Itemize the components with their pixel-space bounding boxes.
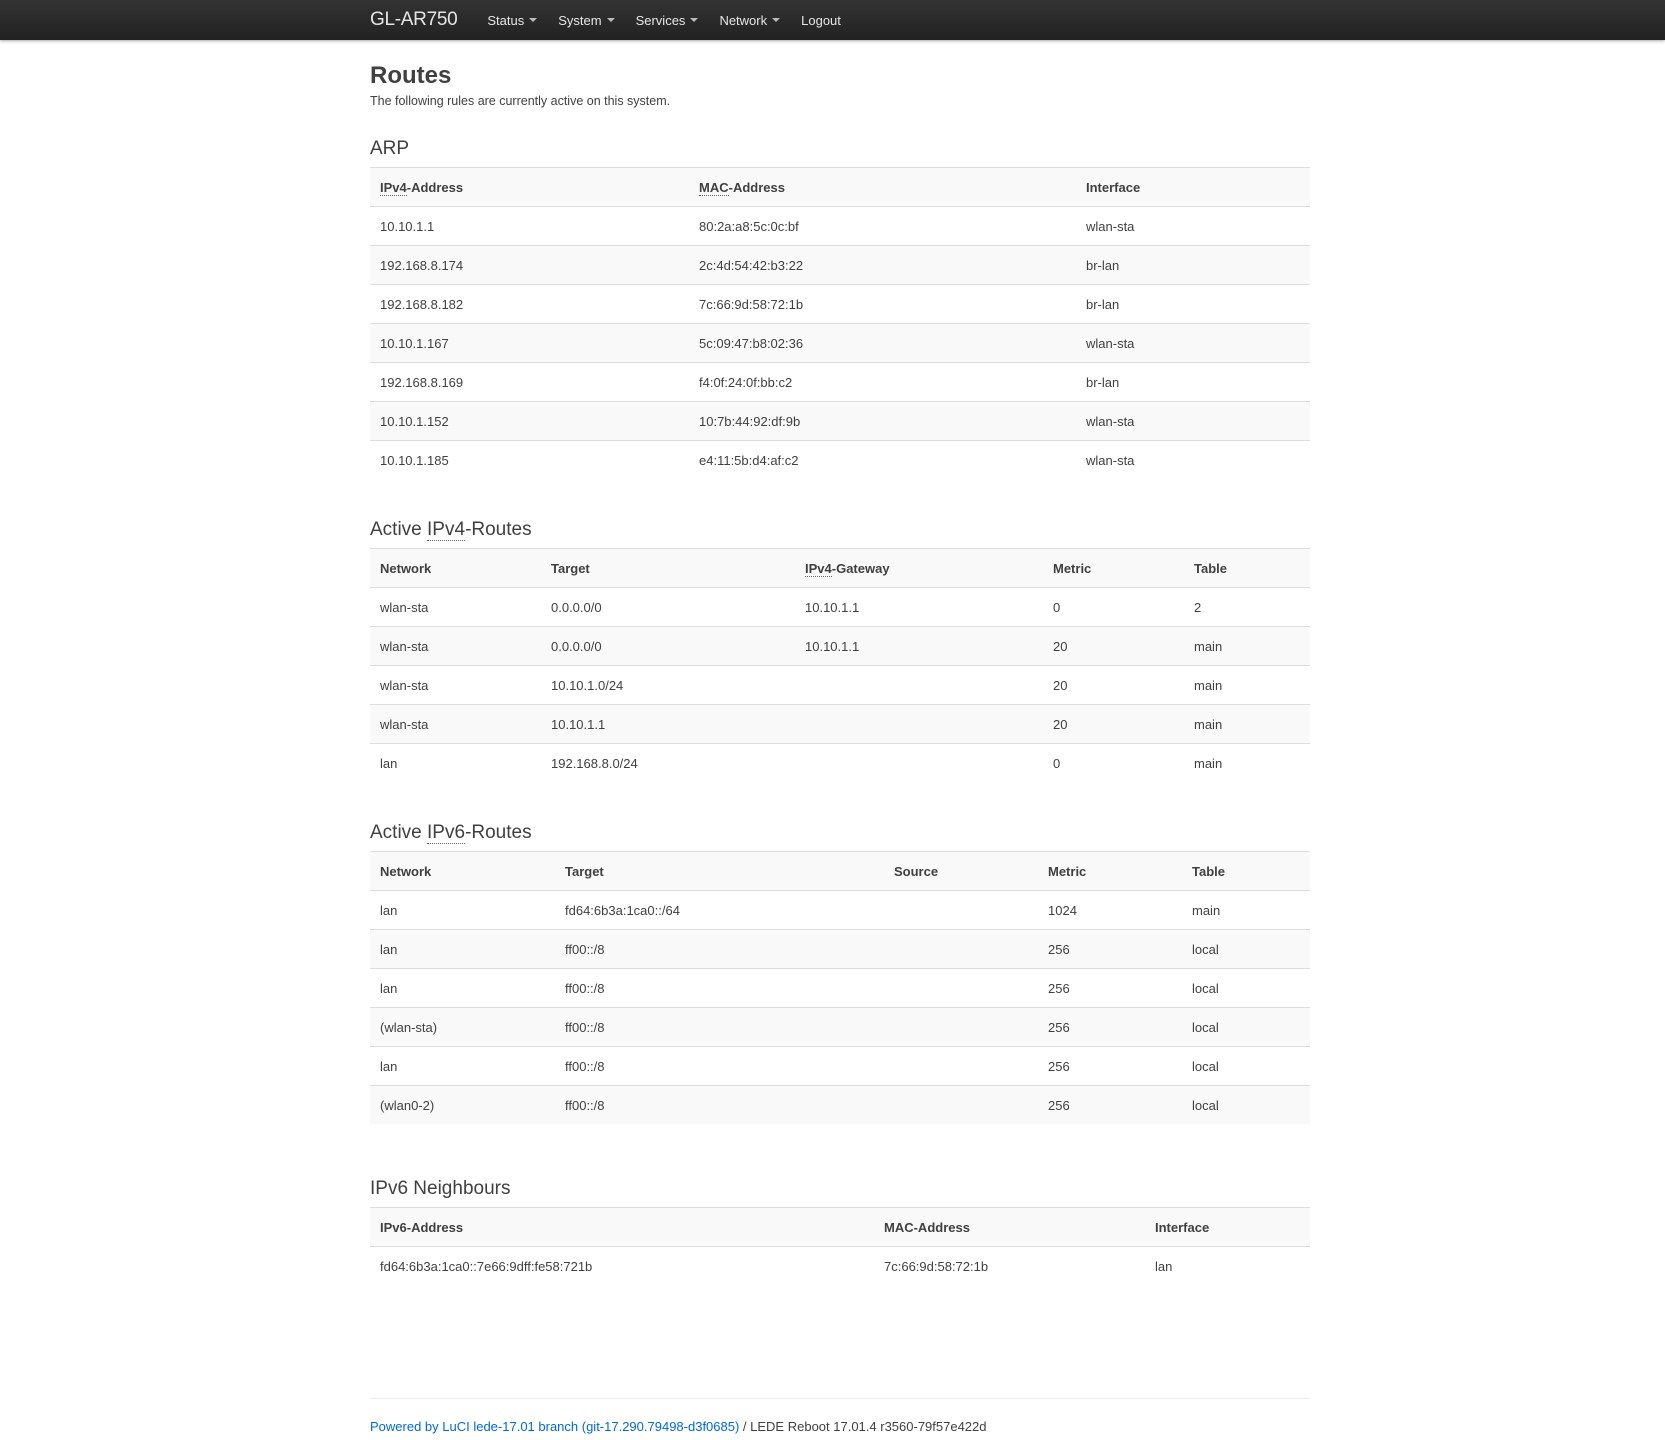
ipv6-routes-title	[370, 821, 1310, 845]
page-title: Routes	[370, 62, 452, 89]
table-row	[370, 627, 1310, 666]
table-row	[370, 969, 1310, 1008]
table-cell: ff00::/8	[555, 1047, 884, 1086]
ipv4-title-pre: Active	[370, 519, 428, 540]
table-cell: 20	[1043, 666, 1184, 705]
table-cell: 10.10.1.185	[370, 441, 689, 480]
table-cell: main	[1182, 891, 1310, 930]
gateway-abbr: IPv4	[805, 560, 832, 576]
ipv4-title-abbr: IPv4	[427, 519, 466, 540]
ipv6-neighbours-title: IPv6 Neighbours	[370, 1178, 511, 1199]
table-row	[370, 207, 1310, 246]
menu-status[interactable]	[487, 13, 537, 28]
table-cell: local	[1182, 1047, 1310, 1086]
table-cell: 0	[1043, 588, 1184, 627]
ipv6-title-post: -Routes	[465, 822, 532, 843]
gateway-label: -Gateway	[831, 560, 890, 576]
table-cell: ff00::/8	[555, 969, 884, 1008]
ipv4-body	[370, 588, 1310, 783]
table-cell: 10.10.1.1	[795, 627, 1043, 666]
table-cell: 192.168.8.169	[370, 363, 689, 402]
table-cell: 10.10.1.1	[370, 207, 689, 246]
table-row	[370, 930, 1310, 969]
table-cell	[884, 930, 1038, 969]
col-table: Table	[1182, 852, 1310, 891]
table-cell: 20	[1043, 627, 1184, 666]
table-cell	[884, 891, 1038, 930]
table-cell: wlan-sta	[1076, 441, 1310, 480]
table-cell: local	[1182, 930, 1310, 969]
ipv4-header-row	[370, 549, 1310, 588]
table-cell: 5c:09:47:b8:02:36	[689, 324, 1076, 363]
col-ipv4-gateway	[795, 549, 1043, 588]
arp-title: ARP	[370, 138, 410, 159]
table-cell	[884, 1047, 1038, 1086]
table-cell: 10.10.1.152	[370, 402, 689, 441]
mac-abbr: MAC	[699, 179, 729, 195]
table-cell: fd64:6b3a:1ca0::7e66:9dff:fe58:721b	[370, 1247, 874, 1286]
table-cell: 7c:66:9d:58:72:1b	[689, 285, 1076, 324]
table-cell: 7c:66:9d:58:72:1b	[874, 1247, 1145, 1286]
col-ipv6-address: IPv6-Address	[370, 1208, 874, 1247]
top-navbar	[0, 0, 1665, 40]
table-cell: wlan-sta	[1076, 402, 1310, 441]
table-row	[370, 1047, 1310, 1086]
ipv4-address-label: -Address	[406, 179, 464, 195]
table-cell: (wlan-sta)	[370, 1008, 555, 1047]
col-source: Source	[884, 852, 1038, 891]
mac-address-label: -Address	[728, 179, 785, 195]
table-row	[370, 1086, 1310, 1125]
ipv6-routes-table	[370, 851, 1310, 1124]
col-interface: Interface	[1145, 1208, 1310, 1247]
table-row	[370, 324, 1310, 363]
table-cell	[795, 705, 1043, 744]
ipv4-routes-section	[370, 518, 1310, 782]
table-cell: 10.10.1.0/24	[541, 666, 795, 705]
table-cell: 0	[1043, 744, 1184, 783]
col-interface: Interface	[1076, 168, 1310, 207]
chevron-down-icon	[529, 18, 537, 22]
table-cell	[795, 744, 1043, 783]
table-cell: 10.10.1.1	[541, 705, 795, 744]
table-cell: ff00::/8	[555, 1086, 884, 1125]
table-cell: wlan-sta	[370, 666, 541, 705]
ipv6-neighbours-section	[370, 1177, 1310, 1285]
table-row	[370, 1247, 1310, 1286]
table-cell: 256	[1038, 930, 1182, 969]
table-cell: ff00::/8	[555, 1008, 884, 1047]
table-cell: 192.168.8.0/24	[541, 744, 795, 783]
table-cell: br-lan	[1076, 285, 1310, 324]
ipv6-body	[370, 891, 1310, 1125]
ipv6-title-abbr: IPv6	[427, 822, 466, 843]
arp-table	[370, 167, 1310, 479]
chevron-down-icon	[772, 18, 780, 22]
table-cell: lan	[370, 969, 555, 1008]
logout-link[interactable]: Logout	[801, 12, 841, 28]
ipv4-routes-title	[370, 518, 1310, 542]
table-cell: 80:2a:a8:5c:0c:bf	[689, 207, 1076, 246]
table-row	[370, 285, 1310, 324]
menu-status-label: Status	[487, 12, 525, 28]
table-cell: 2c:4d:54:42:b3:22	[689, 246, 1076, 285]
neigh-body	[370, 1247, 1310, 1286]
table-cell: 2	[1184, 588, 1310, 627]
menu-system[interactable]	[558, 13, 614, 28]
table-cell: 10.10.1.167	[370, 324, 689, 363]
table-row	[370, 744, 1310, 783]
ipv4-routes-table	[370, 548, 1310, 782]
table-cell: 0.0.0.0/0	[541, 588, 795, 627]
table-cell: e4:11:5b:d4:af:c2	[689, 441, 1076, 480]
table-cell: 192.168.8.174	[370, 246, 689, 285]
col-network: Network	[370, 852, 555, 891]
table-cell: 10.10.1.1	[795, 588, 1043, 627]
table-cell: lan	[1145, 1247, 1310, 1286]
table-cell: lan	[370, 891, 555, 930]
main-content	[370, 40, 1310, 1285]
table-cell	[795, 666, 1043, 705]
table-cell: lan	[370, 930, 555, 969]
table-cell: local	[1182, 1008, 1310, 1047]
chevron-down-icon	[690, 18, 698, 22]
col-target: Target	[555, 852, 884, 891]
table-cell: 256	[1038, 1047, 1182, 1086]
col-metric: Metric	[1043, 549, 1184, 588]
table-cell: main	[1184, 705, 1310, 744]
table-cell	[884, 969, 1038, 1008]
ipv4-abbr: IPv4	[380, 179, 407, 195]
table-row	[370, 666, 1310, 705]
table-cell: wlan-sta	[370, 627, 541, 666]
table-row	[370, 246, 1310, 285]
neigh-header-row	[370, 1208, 1310, 1247]
table-cell	[884, 1008, 1038, 1047]
col-network: Network	[370, 549, 541, 588]
col-ipv4-address	[370, 168, 689, 207]
table-cell: br-lan	[1076, 246, 1310, 285]
col-target: Target	[541, 549, 795, 588]
table-cell: wlan-sta	[370, 705, 541, 744]
col-mac-address	[689, 168, 1076, 207]
table-cell: 192.168.8.182	[370, 285, 689, 324]
table-cell: f4:0f:24:0f:bb:c2	[689, 363, 1076, 402]
table-cell: wlan-sta	[370, 588, 541, 627]
table-cell: ff00::/8	[555, 930, 884, 969]
arp-section	[370, 137, 1310, 479]
table-row	[370, 441, 1310, 480]
table-cell: lan	[370, 1047, 555, 1086]
table-cell: main	[1184, 627, 1310, 666]
arp-body	[370, 207, 1310, 480]
menu-network[interactable]	[719, 13, 780, 28]
table-cell: 1024	[1038, 891, 1182, 930]
page-description: The following rules are currently active on this system.	[370, 94, 671, 108]
table-cell: wlan-sta	[1076, 207, 1310, 246]
table-cell: local	[1182, 1086, 1310, 1125]
navbar-inner	[370, 0, 862, 40]
table-cell: 256	[1038, 1086, 1182, 1125]
table-cell: lan	[370, 744, 541, 783]
ipv4-title-post: -Routes	[465, 519, 532, 540]
table-cell: wlan-sta	[1076, 324, 1310, 363]
table-cell: 0.0.0.0/0	[541, 627, 795, 666]
col-mac-address: MAC-Address	[874, 1208, 1145, 1247]
brand-logo[interactable]: GL-AR750	[370, 9, 458, 30]
col-table: Table	[1184, 549, 1310, 588]
table-cell: 256	[1038, 969, 1182, 1008]
table-cell: fd64:6b3a:1ca0::/64	[555, 891, 884, 930]
ipv6-neighbours-table	[370, 1207, 1310, 1285]
table-row	[370, 891, 1310, 930]
footer-version-text: / LEDE Reboot 17.01.4 r3560-79f57e422d	[739, 1419, 987, 1434]
ipv6-routes-section	[370, 821, 1310, 1124]
table-row	[370, 402, 1310, 441]
table-cell	[884, 1086, 1038, 1125]
table-row	[370, 1008, 1310, 1047]
menu-services[interactable]	[636, 13, 699, 28]
menu-system-label: System	[558, 12, 602, 28]
table-cell: 10:7b:44:92:df:9b	[689, 402, 1076, 441]
table-row	[370, 588, 1310, 627]
table-cell: local	[1182, 969, 1310, 1008]
col-metric: Metric	[1038, 852, 1182, 891]
ipv6-header-row	[370, 852, 1310, 891]
footer	[370, 1398, 1310, 1434]
menu-services-label: Services	[635, 12, 686, 28]
table-cell: 256	[1038, 1008, 1182, 1047]
table-cell: main	[1184, 666, 1310, 705]
chevron-down-icon	[607, 18, 615, 22]
table-cell: (wlan0-2)	[370, 1086, 555, 1125]
table-row	[370, 363, 1310, 402]
table-cell: 20	[1043, 705, 1184, 744]
table-cell: br-lan	[1076, 363, 1310, 402]
table-cell: main	[1184, 744, 1310, 783]
table-row	[370, 705, 1310, 744]
menu-network-label: Network	[719, 12, 768, 28]
arp-header-row	[370, 168, 1310, 207]
ipv6-title-pre: Active	[370, 822, 428, 843]
luci-version-link[interactable]: Powered by LuCI lede-17.01 branch (git-17.290.79498-d3f0685)	[370, 1419, 740, 1434]
